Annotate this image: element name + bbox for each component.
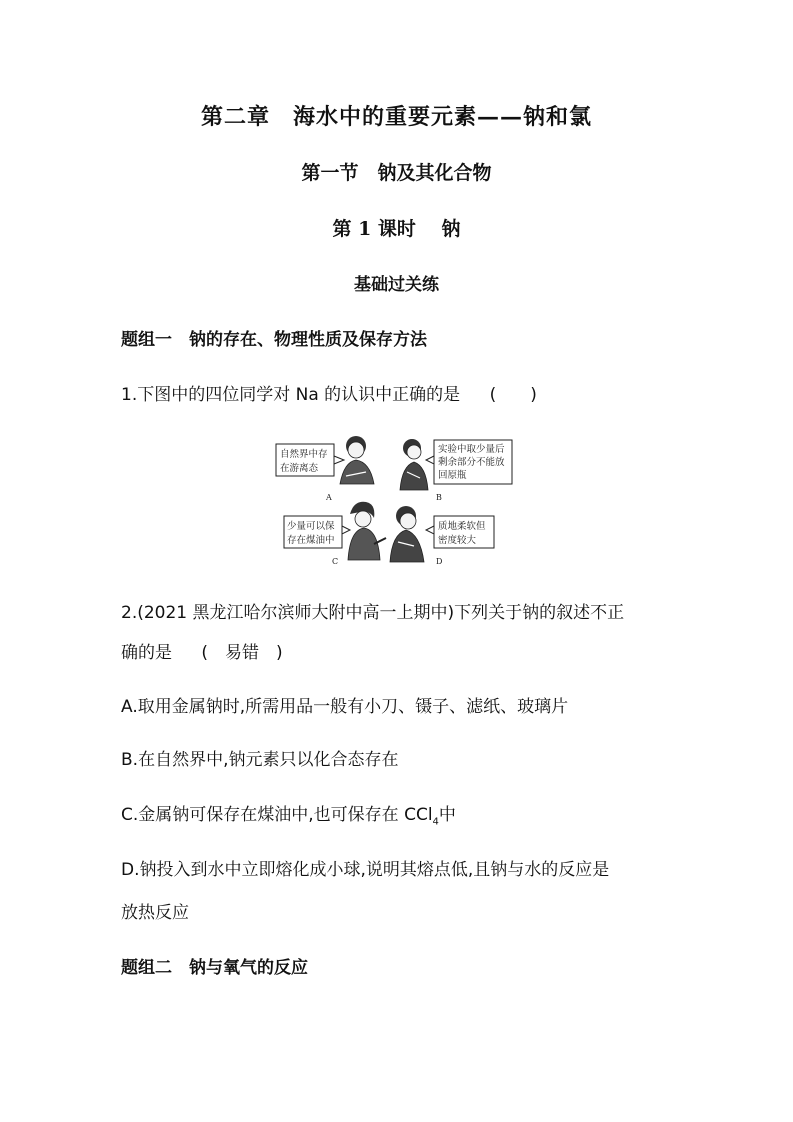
students-illustration (274, 426, 550, 566)
option-c-tail: 中 (438, 805, 456, 825)
group-1-title: 题组一 钠的存在、物理性质及保存方法 (121, 330, 427, 350)
student-b-figure (400, 439, 428, 490)
bubble-a-line2: 在游离态 (280, 463, 319, 474)
label-b: B (436, 493, 442, 502)
bubble-c-line1: 少量可以保 (287, 521, 335, 532)
student-d-figure (390, 506, 424, 562)
student-c-figure (348, 502, 386, 560)
option-c-subscript: 4 (432, 816, 439, 828)
question-1 (121, 380, 537, 405)
bubble-b-line3: 回原瓶 (438, 470, 467, 481)
option-d-line1: D.钠投入到水中立即熔化成小球,说明其熔点低,且钠与水的反应是 (121, 860, 610, 880)
bubble-c-line2: 存在煤油中 (287, 535, 335, 546)
bubble-a-line1: 自然界中存 (280, 449, 328, 460)
practice-title: 基础过关练 (354, 275, 439, 295)
question-2-stem-line1: 2.(2021 黑龙江哈尔滨师大附中高一上期中)下列关于钠的叙述不正 (121, 603, 625, 623)
bubble-b-line2: 剩余部分不能放 (438, 457, 505, 468)
group-2-title: 题组二 钠与氧气的反应 (121, 958, 308, 978)
option-c-text: C.金属钠可保存在煤油中,也可保存在 CCl (121, 805, 433, 825)
lesson-title: 第 1 课时 钠 (332, 218, 461, 240)
option-a: A.取用金属钠时,所需用品一般有小刀、镊子、滤纸、玻璃片 (121, 697, 569, 717)
label-a: A (326, 493, 332, 502)
option-c (121, 800, 456, 827)
question-2-stem-line2 (121, 638, 283, 663)
section-title: 第一节 钠及其化合物 (301, 162, 492, 184)
option-b: B.在自然界中,钠元素只以化合态存在 (121, 750, 399, 770)
option-d-line2: 放热反应 (121, 903, 189, 923)
chapter-title: 第二章 海水中的重要元素——钠和氯 (200, 104, 592, 130)
bubble-b-line1: 实验中取少量后 (438, 444, 505, 455)
label-d: D (436, 557, 443, 566)
bubble-d-line1: 质地柔软但 (438, 521, 486, 532)
label-c: C (332, 557, 339, 566)
question-2-bracket: ( 易错 ) (201, 643, 283, 663)
question-1-figure (274, 426, 550, 566)
question-1-stem: 1.下图中的四位同学对 Na 的认识中正确的是 (121, 385, 461, 405)
answer-bracket: ( ) (489, 385, 537, 405)
bubble-d-line2: 密度较大 (438, 535, 477, 546)
question-2-stem: 确的是 (121, 643, 172, 663)
